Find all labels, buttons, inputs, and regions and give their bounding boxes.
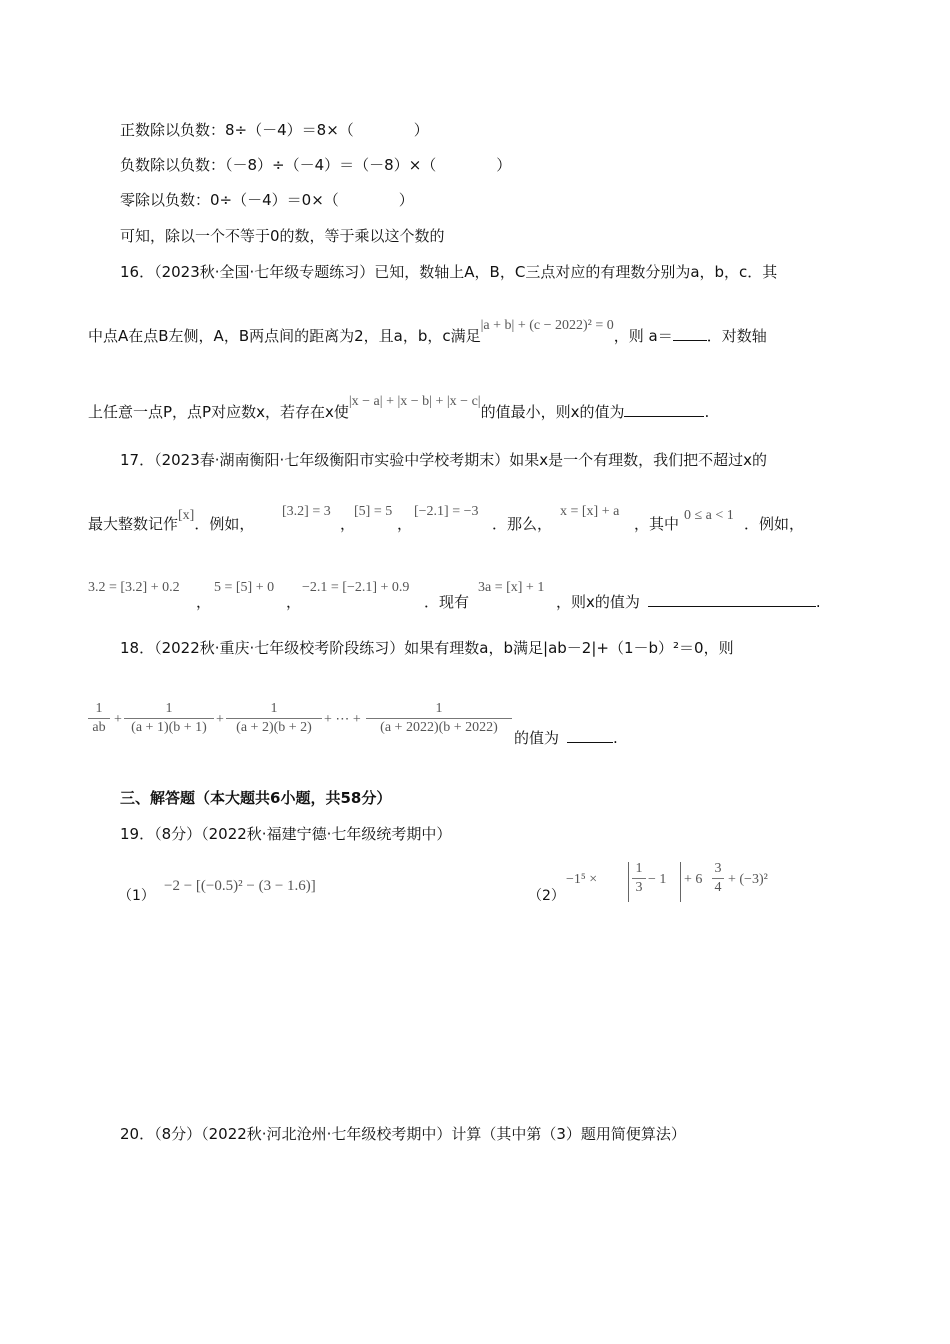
q17-comma2: ，: [397, 515, 413, 533]
q17-line2d: ，其中: [634, 515, 680, 533]
q16-line3: [88, 394, 710, 424]
q19-part2-frac-den: 3: [635, 880, 643, 895]
q19-part2-label: （2）: [528, 888, 565, 904]
q17-line2b: ．例如，: [194, 515, 255, 533]
q18-frac-1-den: (a + 1)(b + 1): [131, 720, 207, 735]
q17-line2a: 最大整数记作: [88, 515, 179, 533]
q19-part1-label: （1）: [118, 888, 155, 904]
q16-line1: 16．（2023秋·全国·七年级专题练习）已知，数轴上A，B，C三点对应的有理数分别为a，b，c．其: [120, 263, 778, 281]
q17-formula-example1: [3.2] = 3: [282, 504, 331, 519]
q17-formula-ex2: 5 = [5] + 0: [214, 580, 275, 595]
q17-formula-ex1: 3.2 = [3.2] + 0.2: [88, 580, 180, 595]
q18-frac-0-num: 1: [95, 701, 103, 716]
q17-blank-x: [648, 592, 816, 607]
q17-line3c: .: [815, 593, 821, 611]
q16-blank-x: [624, 402, 704, 417]
text-line-negative-div-negative: 负数除以负数：（－8）÷（－4）＝（－8）×（ ）: [120, 156, 512, 174]
q17-comma1: ，: [340, 515, 356, 533]
q18-frac-1: [124, 700, 214, 737]
q18-frac-2: [226, 700, 322, 737]
q19-part2-mixed-den: 4: [714, 880, 722, 895]
q17-formula-definition: x = [x] + a: [560, 504, 620, 519]
q18-frac-2-num: 1: [270, 701, 278, 716]
q16-line2b: ，则 a＝: [613, 327, 673, 345]
q19-part2-mixed-fraction: [712, 860, 724, 897]
q20-title: 20．（8分）（2022秋·河北沧州·七年级校考期中）计算（其中第（3）题用简便算法）: [120, 1125, 686, 1143]
q19-part2-b: − 1: [648, 872, 667, 887]
q17-line3: [556, 592, 821, 612]
q17-comma4: ，: [286, 593, 302, 611]
q17-line2c: ．那么，: [492, 515, 553, 533]
q17-formula-range: 0 ≤ a < 1: [684, 508, 734, 523]
q17-formula-given: 3a = [x] + 1: [478, 580, 545, 595]
abs-bar-left: [628, 862, 629, 902]
q17-formula-ex3: −2.1 = [−2.1] + 0.9: [302, 580, 410, 595]
text-line-positive-div-negative: 正数除以负数：8÷（－4）＝8×（ ）: [120, 121, 429, 139]
q18-frac-0: [88, 700, 110, 737]
q16-line3b: 的值最小，则x的值为: [480, 403, 625, 421]
q16-line3c: .: [704, 403, 710, 421]
q16-line3a: 上任意一点P，点P对应数x，若存在x使: [88, 403, 349, 421]
q16-line2a: 中点A在点B左侧，A，B两点间的距离为2，且a，b，c满足: [88, 327, 481, 345]
q19-part2-fraction: [632, 860, 646, 897]
q18-blank: [567, 728, 613, 743]
q18-tail-text: 的值为: [514, 729, 560, 747]
q19-part2-mixed-num: 3: [714, 861, 722, 876]
q18-plus-1: +: [114, 712, 122, 727]
q16-formula-sum-abs: |x − a| + |x − b| + |x − c|: [348, 394, 481, 409]
q18-frac-1-num: 1: [165, 701, 173, 716]
q18-frac-last-den: (a + 2022)(b + 2022): [380, 720, 498, 735]
q18-frac-0-den: ab: [92, 720, 106, 735]
q17-line3b: ，则x的值为: [556, 593, 640, 611]
text-line-conclusion: 可知，除以一个不等于0的数，等于乘以这个数的: [120, 227, 445, 245]
q17-line2: [88, 508, 255, 536]
q18-frac-last-num: 1: [435, 701, 443, 716]
q19-title: 19．（8分）（2022秋·福建宁德·七年级统考期中）: [120, 825, 452, 843]
q18-frac-last: [366, 700, 512, 737]
q16-line2c: ．对数轴: [706, 327, 767, 345]
q18-ellipsis: + ⋯ +: [324, 712, 361, 727]
q19-part2-d: + (−3)²: [728, 872, 768, 887]
abs-bar-right: [680, 862, 681, 902]
q18-plus-2: +: [216, 712, 224, 727]
q17-comma3: ，: [196, 593, 212, 611]
q16-blank-a: [673, 326, 707, 341]
q17-formula-floor-x: [x]: [178, 508, 195, 523]
q17-line2e: ．例如，: [744, 515, 805, 533]
q18-line1: 18．（2022秋·重庆·七年级校考阶段练习）如果有理数a，b满足|ab－2|+（1－b）²＝0，则: [120, 639, 734, 657]
q17-line1: 17．（2023春·湖南衡阳·七年级衡阳市实验中学校考期末）如果x是一个有理数，我们把不超过x的: [120, 451, 768, 469]
text-line-zero-div-negative: 零除以负数：0÷（－4）＝0×（ ）: [120, 191, 414, 209]
q16-line2: [88, 318, 767, 348]
q18-frac-2-den: (a + 2)(b + 2): [236, 720, 312, 735]
section-3-heading: 三、解答题（本大题共6小题，共58分）: [120, 789, 392, 807]
q17-line3a: ．现有: [424, 593, 470, 611]
q18-end: .: [613, 729, 618, 747]
q19-part2-c: + 6: [684, 872, 703, 887]
q19-part2-a: −1⁵ ×: [566, 872, 598, 887]
q16-formula-condition: |a + b| + (c − 2022)² = 0: [480, 318, 614, 333]
q17-formula-example2: [5] = 5: [354, 504, 393, 519]
q19-part2-frac-num: 1: [635, 861, 643, 876]
q19-part1-formula: −2 − [(−0.5)² − (3 − 1.6)]: [164, 878, 316, 894]
q17-formula-example3: [−2.1] = −3: [414, 504, 479, 519]
q18-tail: [514, 728, 618, 748]
